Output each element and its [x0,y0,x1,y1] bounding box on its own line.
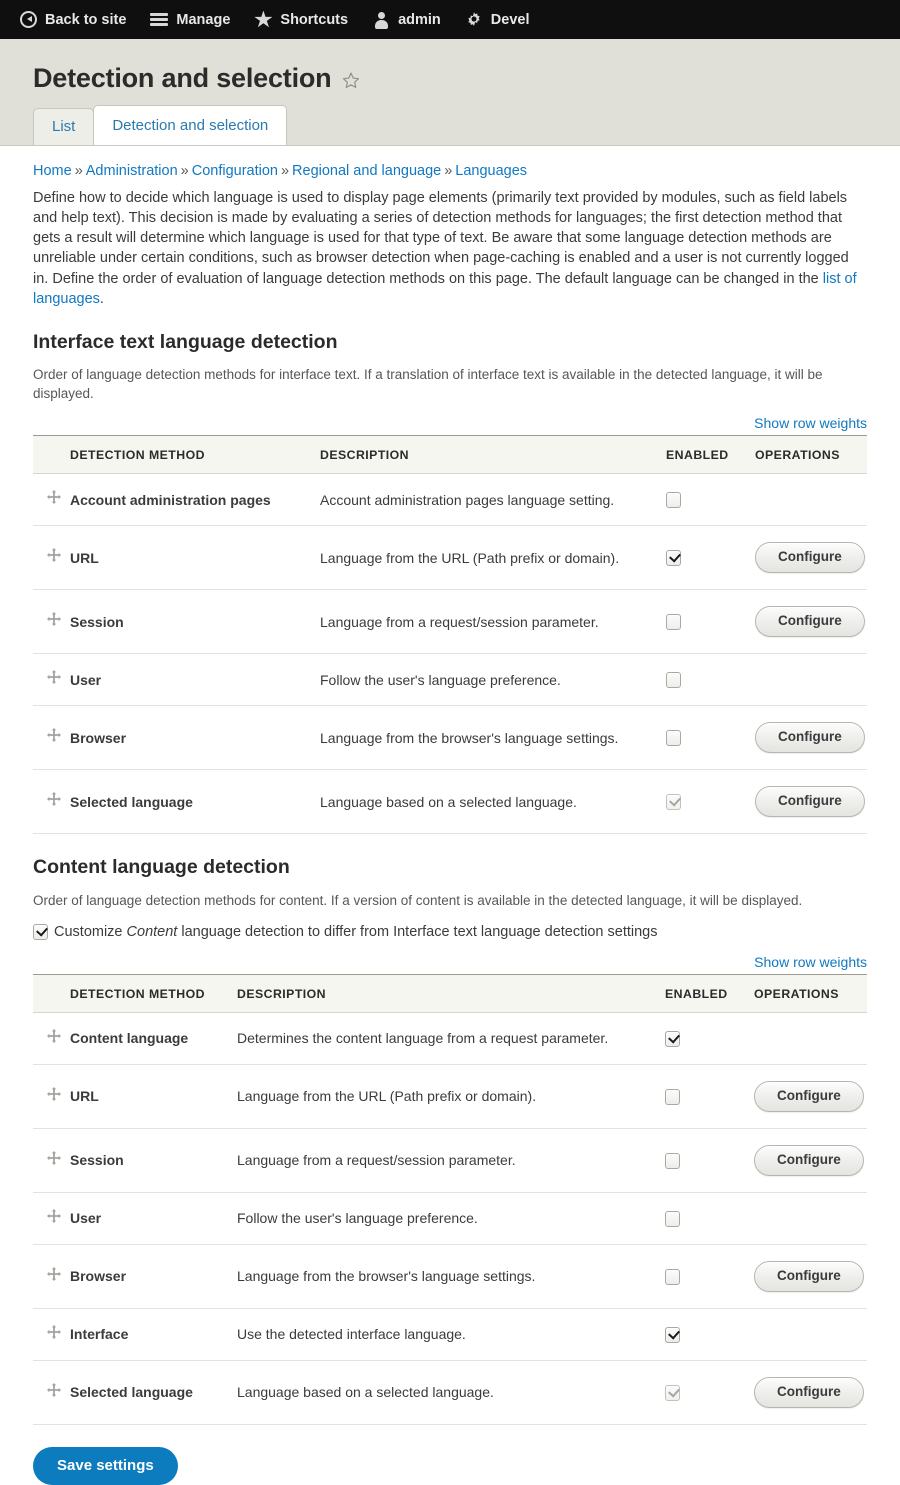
configure-button[interactable]: Configure [755,722,865,753]
breadcrumb [33,146,867,181]
drag-handle-cell [33,474,70,526]
drag-handle-cell [33,706,70,770]
content-row-weights-wrap [33,954,867,970]
interface-section-description: Order of language detection methods for interface text. If a translation of interface text is available in the detected language, it will be displayed. [33,367,823,402]
enabled-checkbox[interactable] [666,550,681,566]
table-header-row [33,974,867,1012]
drag-handle-cell [33,526,70,590]
page-title-text: Detection and selection [33,63,332,93]
breadcrumb-item-configuration[interactable]: Configuration [191,162,278,179]
enabled-checkbox[interactable] [665,1153,680,1169]
enabled-cell [665,1128,754,1192]
drag-move-icon[interactable] [47,1087,63,1103]
table-header-row [33,436,867,474]
content-table-body [33,1012,867,1424]
enabled-cell [665,1192,754,1244]
detection-method-name: Browser [70,1244,237,1308]
interface-detection-table [33,435,867,834]
detection-method-name: Interface [70,1308,237,1360]
enabled-checkbox[interactable] [665,1211,680,1227]
customize-text-after: language detection to differ from Interface text language detection settings [177,923,658,940]
enabled-cell [665,1244,754,1308]
toolbar-label-manage: Manage [176,11,231,28]
drag-move-icon[interactable] [47,670,63,686]
table-row [33,526,867,590]
enabled-checkbox[interactable] [666,672,681,688]
interface-section-heading: Interface text language detection [33,330,338,353]
configure-button[interactable]: Configure [755,606,865,637]
enabled-cell [665,1360,754,1424]
toolbar-label-back-to-site: Back to site [45,11,127,28]
enabled-cell [666,590,755,654]
detection-method-name: Browser [70,706,320,770]
user-icon [372,11,390,29]
table-row [33,654,867,706]
configure-button[interactable]: Configure [754,1377,864,1408]
drag-move-icon[interactable] [47,1267,63,1283]
enabled-checkbox[interactable] [665,1327,680,1343]
drag-handle-cell [33,1128,70,1192]
customize-content-label [54,923,658,942]
drag-move-icon[interactable] [47,728,63,744]
toolbar-label-admin: admin [398,11,441,28]
detection-method-description: Language based on a selected language. [320,770,666,834]
drag-handle-cell [33,1012,70,1064]
operations-cell [754,1192,867,1244]
table-row [33,1244,867,1308]
drag-move-icon[interactable] [47,792,63,808]
hamburger-menu-icon [150,11,168,29]
detection-method-description: Language from a request/session parameter. [237,1128,665,1192]
column-drag [33,436,70,474]
content-section-description: Order of language detection methods for content. If a version of content is available in the detected language, it will be displayed. [33,892,803,908]
detection-method-name: Content language [70,1012,237,1064]
content-table-head [33,974,867,1012]
enabled-cell [665,1012,754,1064]
enabled-cell [666,770,755,834]
gear-icon [465,11,483,29]
operations-cell [754,1308,867,1360]
operations-cell [754,1360,867,1424]
page-title [0,39,900,94]
customize-content-checkbox[interactable] [33,924,48,940]
breadcrumb-item-languages[interactable]: Languages [455,162,528,179]
tab-detection-and-selection-label: Detection and selection [112,116,269,134]
detection-method-description: Account administration pages language setting. [320,474,666,526]
detection-method-description: Language from a request/session parameter. [320,590,666,654]
operations-cell [754,1244,867,1308]
enabled-cell [666,654,755,706]
table-row [33,770,867,834]
enabled-cell [666,474,755,526]
show-row-weights-link-content[interactable]: Show row weights [754,953,867,970]
save-settings-button[interactable]: Save settings [33,1447,178,1485]
show-row-weights-link-interface[interactable]: Show row weights [754,415,867,432]
drag-move-icon[interactable] [47,1029,63,1045]
intro-text: Define how to decide which language is used to display page elements (primarily text provided by modules, such as field labels and help text). This decision is made by evaluating a series of detection methods for languages; the first detection method that gets a result will determine which language is used for that type of text. Be aware that some language detection methods are unreliable under certain conditions, such as browser detection when page-caching is enabled and a user is not currently logged in. Define the order of evaluation of language detection methods on this page. The default language can be changed in the [33,189,849,287]
drag-handle-cell [33,770,70,834]
detection-method-description: Follow the user's language preference. [320,654,666,706]
drag-handle-cell [33,1360,70,1424]
tab-detection-and-selection[interactable] [93,105,287,145]
enabled-cell [666,706,755,770]
table-row [33,1192,867,1244]
drag-move-icon[interactable] [47,548,63,564]
operations-cell [755,706,867,770]
operations-cell [755,474,867,526]
drag-handle-cell [33,1192,70,1244]
drag-handle-cell [33,1244,70,1308]
breadcrumb-item-regional-and-language[interactable]: Regional and language [292,162,442,179]
toolbar-item-admin[interactable] [360,0,453,39]
detection-method-name: Session [70,1128,237,1192]
form-actions [33,1425,867,1485]
content-detection-table [33,974,867,1425]
table-row [33,1128,867,1192]
breadcrumb-separator: » [280,162,290,179]
column-detection-method: DETECTION METHOD [70,974,237,1012]
breadcrumb-separator: » [180,162,189,179]
detection-method-name: Session [70,590,320,654]
detection-method-description: Language from the URL (Path prefix or domain). [320,526,666,590]
drag-move-icon[interactable] [47,612,63,628]
table-row [33,474,867,526]
drag-handle-cell [33,590,70,654]
column-detection-method: DETECTION METHOD [70,436,320,474]
column-enabled: ENABLED [665,974,754,1012]
toolbar-item-shortcuts[interactable] [242,0,360,39]
detection-method-name: URL [70,526,320,590]
breadcrumb-item-administration[interactable]: Administration [85,162,178,179]
back-arrow-icon [20,11,37,28]
drag-handle-cell [33,1308,70,1360]
column-drag [33,974,70,1012]
toolbar-item-devel[interactable] [453,0,542,39]
tab-list-label: List [52,117,76,135]
page-header-band [0,39,900,146]
column-description: DESCRIPTION [237,974,665,1012]
operations-cell [754,1064,867,1128]
detection-method-name: Selected language [70,770,320,834]
column-operations: OPERATIONS [755,436,867,474]
configure-button[interactable]: Configure [755,542,865,573]
customize-content-detection-row [33,923,867,942]
customize-text-before: Customize [54,923,127,940]
detection-method-description: Determines the content language from a request parameter. [237,1012,665,1064]
breadcrumb-item-home[interactable]: Home [33,162,72,179]
operations-cell [755,526,867,590]
detection-method-name: User [70,1192,237,1244]
enabled-cell [665,1064,754,1128]
detection-method-description: Use the detected interface language. [237,1308,665,1360]
detection-method-name: Account administration pages [70,474,320,526]
toolbar-label-shortcuts: Shortcuts [280,11,349,28]
drag-move-icon[interactable] [47,1209,63,1225]
operations-cell [755,654,867,706]
admin-toolbar [0,0,900,39]
enabled-checkbox[interactable] [665,1089,680,1105]
configure-button[interactable]: Configure [754,1081,864,1112]
list-of-languages-link[interactable]: list of languages [33,270,857,307]
operations-cell [754,1012,867,1064]
enabled-cell [665,1308,754,1360]
intro-text-tail: . [99,290,104,307]
operations-cell [755,590,867,654]
interface-table-body [33,474,867,834]
enabled-checkbox[interactable] [666,730,681,746]
column-operations: OPERATIONS [754,974,867,1012]
operations-cell [754,1128,867,1192]
tab-list[interactable] [33,108,94,145]
drag-move-icon[interactable] [47,1325,63,1341]
configure-button[interactable]: Configure [754,1261,864,1292]
toolbar-item-back-to-site[interactable] [8,0,138,39]
interface-row-weights-wrap [33,415,867,431]
main-content [0,146,900,1485]
detection-method-description: Language from the URL (Path prefix or domain). [237,1064,665,1128]
star-outline-icon[interactable] [341,71,361,91]
column-enabled: ENABLED [666,436,755,474]
enabled-checkbox [666,794,681,810]
detection-method-name: User [70,654,320,706]
enabled-checkbox[interactable] [665,1269,680,1285]
star-icon [254,11,272,29]
drag-handle-cell [33,1064,70,1128]
toolbar-label-devel: Devel [490,11,530,28]
detection-method-description: Language based on a selected language. [237,1360,665,1424]
drag-handle-cell [33,654,70,706]
enabled-checkbox [665,1385,680,1401]
toolbar-item-manage[interactable] [138,0,242,39]
column-description: DESCRIPTION [320,436,666,474]
detection-method-description: Language from the browser's language settings. [320,706,666,770]
content-section-heading: Content language detection [33,856,290,879]
drag-move-icon[interactable] [47,490,63,506]
enabled-checkbox[interactable] [666,492,681,508]
enabled-checkbox[interactable] [666,614,681,630]
detection-method-description: Follow the user's language preference. [237,1192,665,1244]
table-row [33,1012,867,1064]
drag-move-icon[interactable] [47,1151,63,1167]
detection-method-description: Language from the browser's language settings. [237,1244,665,1308]
enabled-cell [666,526,755,590]
table-row [33,1308,867,1360]
table-row [33,706,867,770]
detection-method-name: URL [70,1064,237,1128]
table-row [33,1360,867,1424]
breadcrumb-separator: » [444,162,453,179]
primary-tabs [0,94,900,145]
intro-paragraph [33,188,867,309]
configure-button[interactable]: Configure [754,1145,864,1176]
interface-table-head [33,436,867,474]
enabled-checkbox[interactable] [665,1031,680,1047]
drag-move-icon[interactable] [47,1383,63,1399]
detection-method-name: Selected language [70,1360,237,1424]
operations-cell [755,770,867,834]
customize-emphasis: Content [126,923,178,940]
table-row [33,590,867,654]
table-row [33,1064,867,1128]
configure-button[interactable]: Configure [755,786,865,817]
breadcrumb-separator: » [74,162,83,179]
